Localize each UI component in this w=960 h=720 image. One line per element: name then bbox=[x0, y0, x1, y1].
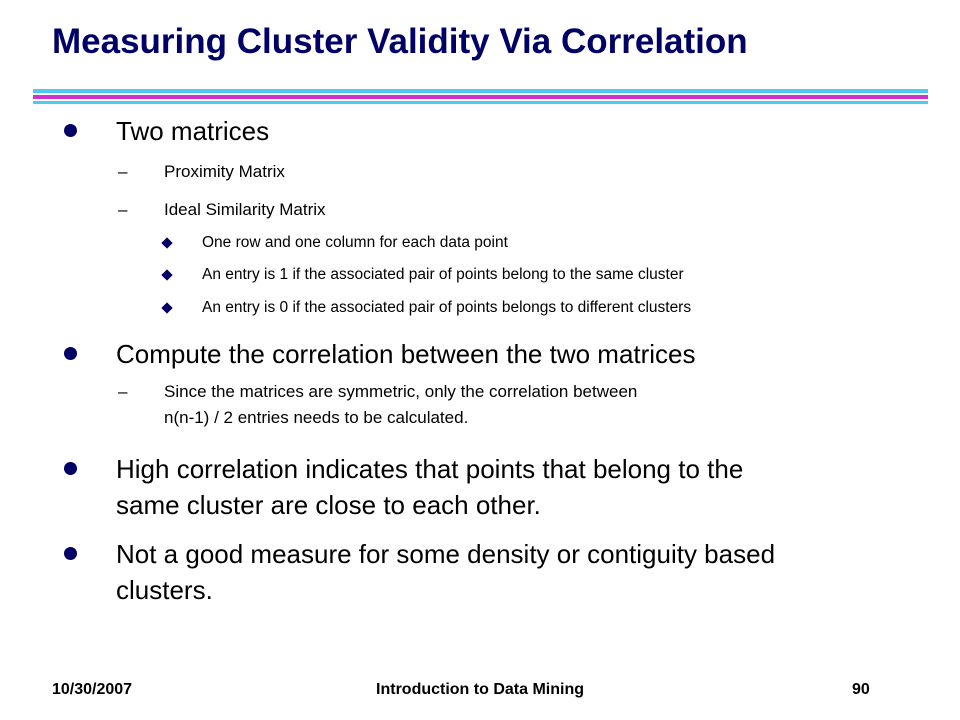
bullet-not-good-measure-line2: clusters. bbox=[116, 575, 213, 605]
slide-title: Measuring Cluster Validity Via Correlation bbox=[52, 22, 748, 61]
title-rule-top bbox=[33, 89, 928, 93]
bullet-dot-icon bbox=[64, 547, 77, 560]
sub-sub-bullet-row-column: One row and one column for each data point bbox=[202, 234, 508, 251]
title-rule-middle bbox=[33, 95, 928, 99]
sub-bullet-symmetric-line2: n(n-1) / 2 entries needs to be calculated. bbox=[164, 408, 469, 427]
diamond-bullet-icon bbox=[161, 269, 172, 280]
bullet-high-correlation-line1: High correlation indicates that points that belong to the bbox=[116, 454, 744, 484]
footer-date: 10/30/2007 bbox=[52, 681, 133, 698]
bullet-dot-icon bbox=[64, 347, 77, 360]
diamond-bullet-icon bbox=[161, 302, 172, 313]
dash-icon: – bbox=[118, 162, 128, 181]
sub-bullet-proximity-matrix: Proximity Matrix bbox=[164, 162, 285, 181]
footer-course-title: Introduction to Data Mining bbox=[376, 681, 584, 698]
sub-sub-bullet-entry-one: An entry is 1 if the associated pair of points belong to the same cluster bbox=[202, 266, 684, 283]
dash-icon: – bbox=[118, 382, 128, 401]
footer-page-number: 90 bbox=[852, 681, 870, 698]
bullet-compute-correlation: Compute the correlation between the two matrices bbox=[116, 339, 696, 369]
bullet-dot-icon bbox=[64, 462, 77, 475]
bullet-high-correlation-line2: same cluster are close to each other. bbox=[116, 490, 541, 520]
sub-bullet-symmetric-line1: Since the matrices are symmetric, only the correlation between bbox=[164, 382, 638, 401]
bullet-not-good-measure-line1: Not a good measure for some density or contiguity based bbox=[116, 539, 776, 569]
sub-sub-bullet-entry-zero: An entry is 0 if the associated pair of points belongs to different clusters bbox=[202, 299, 692, 316]
dash-icon: – bbox=[118, 200, 128, 219]
sub-bullet-ideal-similarity-matrix: Ideal Similarity Matrix bbox=[164, 200, 326, 219]
bullet-two-matrices: Two matrices bbox=[116, 116, 270, 146]
bullet-dot-icon bbox=[64, 124, 77, 137]
diamond-bullet-icon bbox=[161, 237, 172, 248]
title-rule-bottom bbox=[33, 101, 928, 104]
